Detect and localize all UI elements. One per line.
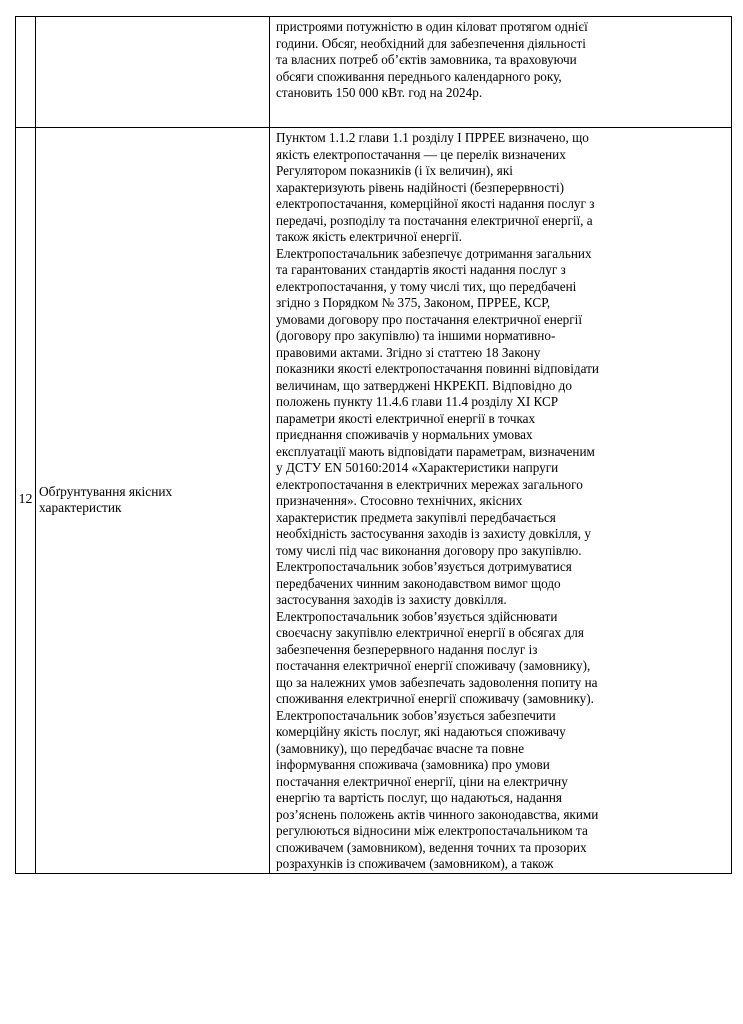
text-line: передачі, розподілу та постачання електричної енергії, а — [276, 212, 593, 228]
text-line: години. Обсяг, необхідний для забезпечення діяльності — [276, 35, 586, 51]
text-line: умовами договору про постачання електричної енергії — [276, 311, 583, 327]
text-line: (договору про закупівлю) та іншими нормативно- — [276, 328, 556, 343]
text-line: постачання електричної енергії, ціни на електричну — [276, 773, 568, 789]
text-line: регулюються відносини між електропостачальником та — [276, 823, 588, 838]
text-line: споживання електричної енергії споживачу (замовнику). — [276, 691, 594, 706]
text-line: що за належних умов забезпечать задоволення попиту на — [276, 674, 598, 690]
text-line: тому числі під час виконання договору про закупівлю. — [276, 542, 582, 558]
text-line: Електропостачальник забезпечує дотримання загальних — [276, 245, 592, 261]
text-line: забезпечення безперервного надання послуг із — [276, 641, 538, 657]
text-line: Електропостачальник зобов’язується дотримуватися — [276, 559, 572, 574]
text-line: якість електропостачання — це перелік визначених — [276, 146, 566, 162]
text-line: постачання електричної енергії споживачу (замовнику), — [276, 658, 591, 673]
text-line: величинам, що затверджені НКРЕКП. Відповідно до — [276, 377, 572, 393]
text-line: та власних потреб об’єктів замовника, та враховуючи — [276, 52, 577, 67]
row-number-cell: 12 — [16, 128, 36, 874]
row-name-cell — [36, 128, 270, 874]
text-line: передбачених чинним законодавством вимог щодо — [276, 575, 561, 591]
text-line: у ДСТУ EN 50160:2014 «Характеристики напруги — [276, 460, 559, 475]
text-line: застосування заходів із захисту довкілля. — [276, 592, 507, 607]
text-line: обсяги споживання переднього календарного року, — [276, 68, 562, 84]
text-line: Електропостачальник зобов’язується забезпечити — [276, 707, 556, 723]
text-line: (замовнику), що передбачає вчасне та повне — [276, 740, 525, 756]
text-line: характеристик предмета закупівлі передбачається — [276, 509, 556, 525]
text-line: комерційну якість послуг, які надаються споживачу — [276, 724, 566, 739]
text-line: приєднання споживачів у нормальних умовах — [276, 427, 533, 442]
text-line: розрахунків із споживачем (замовником), а також — [276, 856, 554, 871]
text-line: та гарантованих стандартів якості надання послуг з — [276, 262, 566, 277]
text-line: Регулятором показників (і їх величин), які — [276, 163, 513, 178]
row-name-line: характеристик — [39, 500, 122, 516]
text-line: енергію та вартість послуг, що надаються, надання — [276, 790, 562, 805]
text-line: електропостачання, комерційної якості надання послуг з — [276, 196, 595, 211]
text-line: споживачем (замовником), ведення точних та прозорих — [276, 839, 587, 855]
text-line: інформування споживача (замовника) про умови — [276, 757, 550, 772]
text-line: роз’яснень положень актів чинного законодавства, якими — [276, 806, 599, 822]
text-line: необхідність застосування заходів із захисту довкілля, у — [276, 526, 591, 541]
row-text-cell — [270, 128, 732, 874]
text-line: параметри якості електричної енергії в точках — [276, 410, 536, 426]
table-row-continued — [16, 17, 732, 128]
text-line: своєчасну закупівлю електричної енергії в обсягах для — [276, 625, 584, 640]
row-name-cell — [36, 17, 270, 128]
text-line: Пунктом 1.1.2 глави 1.1 розділу І ПРРЕЕ визначено, що — [276, 130, 589, 145]
text-line: Електропостачальник зобов’язується здійснювати — [276, 608, 558, 624]
specification-table — [15, 16, 732, 874]
text-line: електропостачання, у тому числі тих, що передбачені — [276, 278, 577, 294]
text-line: електропостачання в електричних мережах загального — [276, 476, 583, 492]
row-name-line: Обґрунтування якісних — [39, 484, 173, 500]
text-line: положень пункту 11.4.6 глави 11.4 розділу XI КСР — [276, 394, 559, 409]
table-row-12 — [16, 128, 732, 874]
row-number-cell — [16, 17, 36, 128]
text-line: показники якості електропостачання повинні відповідати — [276, 361, 599, 376]
text-line: становить 150 000 кВт. год на 2024р. — [276, 85, 483, 100]
text-line: також якість електричної енергії. — [276, 229, 462, 244]
row-text-cell — [270, 17, 732, 128]
text-line: експлуатації мають відповідати параметрам, визначеним — [276, 443, 595, 459]
text-line: характеризують рівень надійності (безперервності) — [276, 179, 565, 195]
text-line: призначення». Стосовно технічних, якісних — [276, 493, 523, 508]
text-line: згідно з Порядком № 375, Законом, ПРРЕЕ, КСР, — [276, 295, 551, 310]
text-line: правовими актами. Згідно зі статтею 18 Закону — [276, 344, 541, 360]
text-line: пристроями потужністю в один кіловат протягом однієї — [276, 19, 588, 34]
